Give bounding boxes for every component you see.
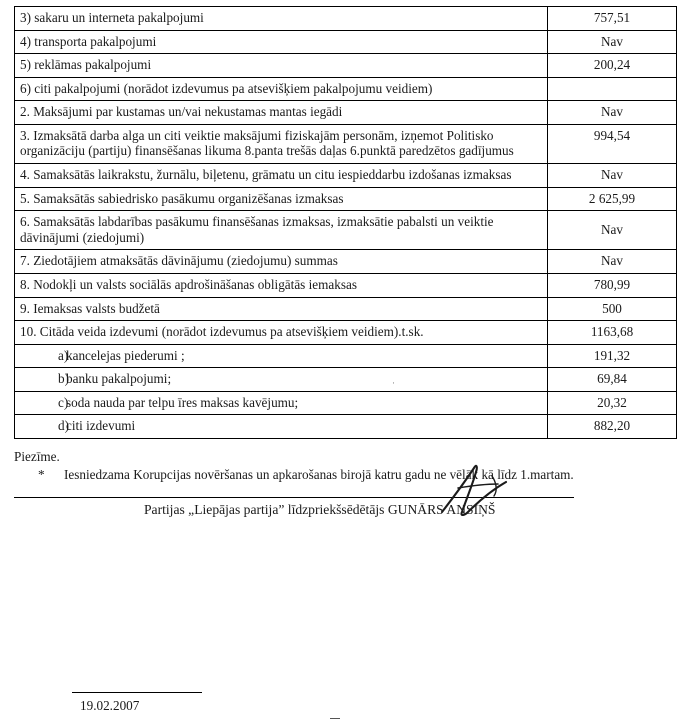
notes-section	[14, 449, 700, 483]
sub-item-letter: c)	[58, 394, 69, 410]
row-label: 2. Maksājumi par kustamas un/vai nekustamas mantas iegādi	[15, 101, 548, 125]
date-text: 19.02.2007	[80, 698, 140, 713]
row-label	[15, 368, 548, 392]
table-row	[15, 124, 677, 163]
sub-item-label: soda nauda par telpu īres maksas kavējumu;	[66, 394, 299, 410]
expenses-table-body	[15, 7, 677, 439]
row-label: 10. Citāda veida izdevumi (norādot izdevumus pa atsevišķiem veidiem).t.sk.	[15, 321, 548, 345]
sub-item-label: kancelejas piederumi ;	[66, 347, 185, 363]
table-row	[15, 391, 677, 415]
table-row	[15, 321, 677, 345]
row-value: Nav	[548, 101, 677, 125]
table-row	[15, 54, 677, 78]
row-value: 191,32	[548, 344, 677, 368]
footnote-text: Iesniedzama Korupcijas novēršanas un apkarošanas birojā katru gadu ne vēlāk kā līdz 1.martam.	[64, 466, 574, 482]
row-value: 2 625,99	[548, 187, 677, 211]
row-value: 757,51	[548, 7, 677, 31]
row-value: 20,32	[548, 391, 677, 415]
row-label: 4) transporta pakalpojumi	[15, 30, 548, 54]
footnote	[14, 467, 700, 483]
date-rule	[72, 692, 202, 693]
row-value: Nav	[548, 250, 677, 274]
table-row	[15, 344, 677, 368]
table-row	[15, 187, 677, 211]
signature-text: Partijas „Liepājas partija” līdzpriekšsēdētājs GUNĀRS ANSIŅŠ	[144, 501, 496, 517]
table-row	[15, 164, 677, 188]
row-label: 3. Izmaksātā darba alga un citi veiktie maksājumi fiziskajām personām, izņemot Politisko organizāciju (partiju) finansēšanas likuma 8.panta trešās daļas 6.punktā paredzētos gadījumus	[15, 124, 548, 163]
row-value: 882,20	[548, 415, 677, 439]
row-label	[15, 415, 548, 439]
sub-item-label: banku pakalpojumi;	[66, 371, 172, 387]
row-label: 3) sakaru un interneta pakalpojumi	[15, 7, 548, 31]
row-label	[15, 391, 548, 415]
row-value: 994,54	[548, 124, 677, 163]
sub-item-letter: d)	[58, 418, 69, 434]
sub-item	[20, 395, 542, 411]
table-row	[15, 250, 677, 274]
row-label: 6. Samaksātās labdarības pasākumu finansēšanas izmaksas, izmaksātie pabalsti un veiktie dāvinājumi (ziedojumi)	[15, 211, 548, 250]
row-value: Nav	[548, 30, 677, 54]
footnote-star: *	[38, 466, 45, 482]
sub-item-letter: a)	[58, 347, 69, 363]
row-label: 4. Samaksātās laikrakstu, žurnālu, biļetenu, grāmatu un citu iespieddarbu izdošanas izmaksas	[15, 164, 548, 188]
row-value: 500	[548, 297, 677, 321]
row-label: 9. Iemaksas valsts budžetā	[15, 297, 548, 321]
row-label	[15, 344, 548, 368]
table-row	[15, 77, 677, 101]
expenses-table	[14, 6, 677, 439]
sub-item-letter: b)	[58, 371, 69, 387]
row-value: Nav	[548, 164, 677, 188]
table-row	[15, 101, 677, 125]
row-value	[548, 77, 677, 101]
sub-item	[20, 418, 542, 434]
page-artifact: ·	[392, 378, 395, 388]
row-value: 780,99	[548, 273, 677, 297]
table-row	[15, 30, 677, 54]
signature-rule	[14, 497, 574, 498]
document-page	[0, 6, 700, 725]
row-label: 7. Ziedotājiem atmaksātās dāvinājumu (ziedojumu) summas	[15, 250, 548, 274]
table-row	[15, 7, 677, 31]
row-value: Nav	[548, 211, 677, 250]
sub-item	[20, 348, 542, 364]
sub-item-label: citi izdevumi	[66, 418, 136, 434]
notes-heading: Piezīme.	[14, 448, 60, 464]
sub-item	[20, 371, 542, 387]
table-row	[15, 415, 677, 439]
row-value: 1163,68	[548, 321, 677, 345]
row-value: 69,84	[548, 368, 677, 392]
table-row	[15, 368, 677, 392]
row-label: 5. Samaksātās sabiedrisko pasākumu organizēšanas izmaksas	[15, 187, 548, 211]
table-row	[15, 211, 677, 250]
row-label: 8. Nodokļi un valsts sociālās apdrošināšanas obligātās iemaksas	[15, 273, 548, 297]
table-row	[15, 297, 677, 321]
row-label: 5) reklāmas pakalpojumi	[15, 54, 548, 78]
row-label: 6) citi pakalpojumi (norādot izdevumus pa atsevišķiem pakalpojumu veidiem)	[15, 77, 548, 101]
table-row	[15, 273, 677, 297]
row-value: 200,24	[548, 54, 677, 78]
signature-block	[14, 502, 700, 532]
